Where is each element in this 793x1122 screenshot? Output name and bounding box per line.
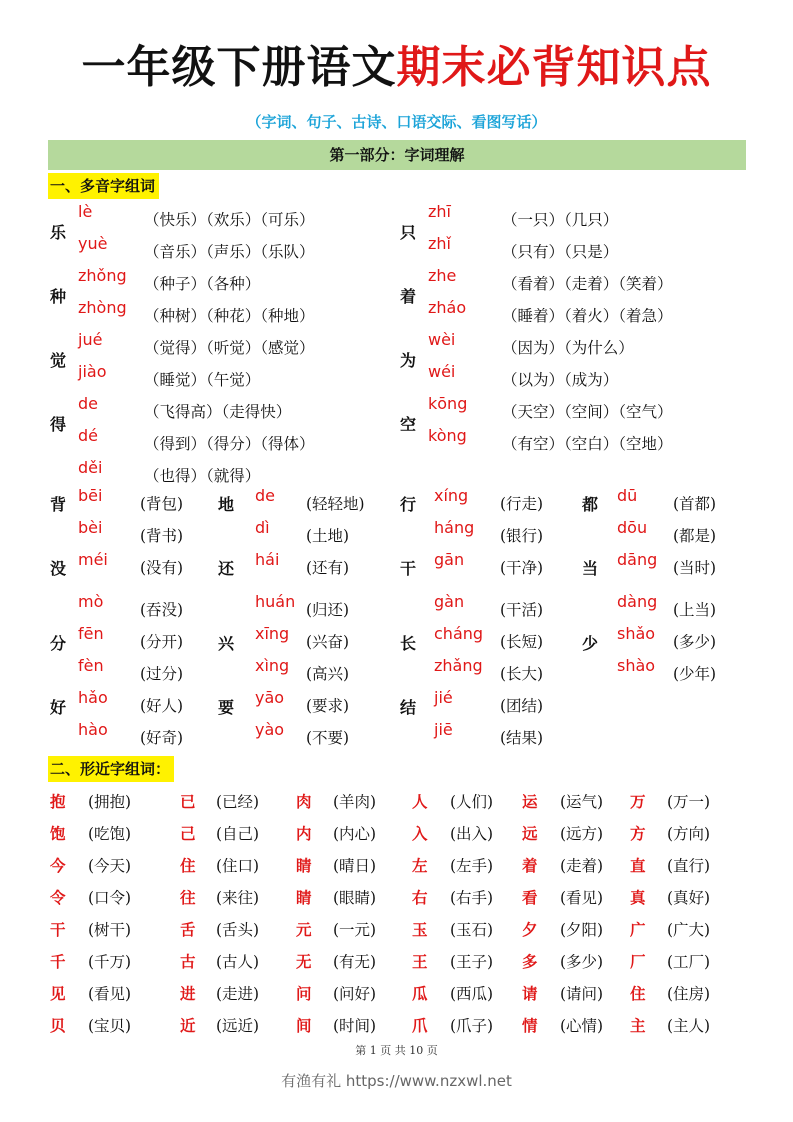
poly-words: (好人)	[140, 697, 184, 715]
poly-pinyin: shào	[617, 656, 656, 675]
poly-pinyin: hǎo	[78, 688, 108, 707]
similar-char: 看	[522, 888, 538, 907]
poly-pinyin: jiē	[434, 720, 453, 739]
poly-char: 都	[582, 495, 599, 514]
similar-char: 真	[630, 888, 646, 907]
poly-words: （一只）（几只）	[502, 211, 619, 229]
similar-char: 抱	[50, 792, 66, 811]
poly-pinyin: mò	[78, 592, 104, 611]
title-red: 期末必背知识点	[396, 42, 712, 93]
poly-words: （因为）（为什么）	[502, 339, 634, 357]
poly-pinyin: dū	[617, 486, 638, 505]
poly-pinyin: zhòng	[78, 298, 127, 317]
poly-pinyin: huán	[255, 592, 296, 611]
poly-words: （种子）（各种）	[144, 275, 261, 293]
title-black: 一年级下册语文	[81, 42, 397, 93]
similar-char: 己	[180, 824, 196, 843]
similar-char: 人	[412, 792, 428, 811]
similar-word: (今天)	[88, 857, 132, 875]
poly-char: 少	[582, 634, 599, 653]
poly-pinyin: děi	[78, 458, 103, 477]
poly-char: 结	[400, 698, 417, 717]
poly-pinyin: kōng	[428, 394, 468, 413]
similar-word: (宝贝)	[88, 1017, 132, 1035]
poly-pinyin: yāo	[255, 688, 285, 707]
similar-word: (万一)	[667, 793, 711, 811]
poly-pinyin: wéi	[428, 362, 456, 381]
similar-char: 令	[50, 888, 66, 907]
similar-word: (看见)	[88, 985, 132, 1003]
similar-char: 内	[296, 824, 312, 843]
similar-word: (住口)	[216, 857, 260, 875]
similar-word: (来往)	[216, 889, 260, 907]
poly-pinyin: zhī	[428, 202, 451, 221]
poly-words: （飞得高）（走得快）	[144, 403, 292, 421]
poly-char: 兴	[218, 634, 235, 653]
poly-char: 干	[400, 559, 417, 578]
page-subtitle: （字词、句子、古诗、口语交际、看图写话）	[246, 113, 547, 131]
poly-words: (银行)	[500, 527, 544, 545]
similar-word: (眼睛)	[333, 889, 377, 907]
poly-char: 要	[218, 698, 235, 717]
poly-pinyin: dōu	[617, 518, 648, 537]
similar-word: (夕阳)	[560, 921, 604, 939]
similar-word: (时间)	[333, 1017, 377, 1035]
poly-words: (首都)	[673, 495, 717, 513]
poly-char: 长	[400, 634, 417, 653]
poly-pinyin: dì	[255, 518, 270, 537]
similar-word: (内心)	[333, 825, 377, 843]
similar-char: 饱	[50, 824, 66, 843]
poly-words: （种树）（种花）（种地）	[144, 307, 315, 325]
similar-word: (请问)	[560, 985, 604, 1003]
poly-char: 分	[50, 634, 67, 653]
similar-word: (住房)	[667, 985, 711, 1003]
poly-words: (背包)	[140, 495, 184, 513]
poly-pinyin: gàn	[434, 592, 465, 611]
similar-word: (运气)	[560, 793, 604, 811]
poly-pinyin: fēn	[78, 624, 104, 643]
similar-char: 舌	[180, 920, 196, 939]
similar-word: (广大)	[667, 921, 711, 939]
similar-word: (远方)	[560, 825, 604, 843]
similar-word: (拥抱)	[88, 793, 132, 811]
similar-word: (方向)	[667, 825, 711, 843]
poly-words: （音乐）（声乐）（乐队）	[144, 243, 315, 261]
poly-pinyin: jué	[78, 330, 103, 349]
poly-char: 得	[50, 415, 67, 434]
poly-pinyin: dàng	[617, 592, 658, 611]
similar-char: 着	[522, 856, 538, 875]
poly-words: (团结)	[500, 697, 544, 715]
poly-words: （只有）（只是）	[502, 243, 619, 261]
similar-char: 运	[522, 792, 538, 811]
poly-pinyin: xīng	[255, 624, 290, 643]
similar-word: (王子)	[450, 953, 494, 971]
poly-pinyin: bēi	[78, 486, 103, 505]
poly-char: 觉	[50, 351, 67, 370]
similar-word: (自己)	[216, 825, 260, 843]
poly-words: (多少)	[673, 633, 717, 651]
similar-word: (右手)	[450, 889, 494, 907]
similar-char: 肉	[296, 792, 312, 811]
poly-words: (都是)	[673, 527, 717, 545]
similar-char: 干	[50, 920, 66, 939]
poly-words: (干净)	[500, 559, 544, 577]
similar-char: 广	[630, 920, 646, 939]
similar-word: (出入)	[450, 825, 494, 843]
poly-pinyin: hào	[78, 720, 108, 739]
poly-pinyin: fèn	[78, 656, 104, 675]
poly-words: (长短)	[500, 633, 544, 651]
similar-word: (树干)	[88, 921, 132, 939]
poly-pinyin: zháo	[428, 298, 467, 317]
similar-word: (舌头)	[216, 921, 260, 939]
poly-char: 空	[400, 415, 417, 434]
poly-words: （天空）（空间）（空气）	[502, 403, 673, 421]
page-number: 第 1 页 共 10 页	[355, 1044, 438, 1057]
similar-char: 万	[630, 792, 646, 811]
poly-words: (少年)	[673, 665, 717, 683]
similar-char: 今	[50, 856, 66, 875]
poly-pinyin: kòng	[428, 426, 467, 445]
poly-pinyin: zhǐ	[428, 234, 451, 253]
similar-word: (心情)	[560, 1017, 604, 1035]
poly-pinyin: zhe	[428, 266, 457, 285]
poly-words: (高兴)	[306, 665, 350, 683]
poly-words: （睡觉）（午觉）	[144, 371, 261, 389]
similar-word: (羊肉)	[333, 793, 377, 811]
poly-char: 行	[400, 495, 417, 514]
poly-char: 种	[50, 287, 67, 306]
similar-char: 爪	[412, 1016, 428, 1035]
similar-char: 见	[50, 984, 66, 1003]
poly-pinyin: yuè	[78, 234, 108, 253]
poly-words: (过分)	[140, 665, 184, 683]
similar-word: (直行)	[667, 857, 711, 875]
poly-char: 着	[400, 287, 417, 306]
similar-word: (人们)	[450, 793, 494, 811]
poly-words: (土地)	[306, 527, 350, 545]
poly-words: (轻轻地)	[306, 495, 365, 513]
section-title-polyphonic: 一、多音字组词	[48, 173, 159, 199]
poly-pinyin: de	[78, 394, 98, 413]
similar-char: 厂	[630, 952, 646, 971]
poly-pinyin: hái	[255, 550, 280, 569]
similar-char: 睛	[296, 856, 312, 875]
poly-char: 还	[218, 559, 235, 578]
poly-words: (背书)	[140, 527, 184, 545]
poly-pinyin: dāng	[617, 550, 658, 569]
similar-char: 元	[296, 920, 312, 939]
poly-words: (结果)	[500, 729, 544, 747]
similar-char: 请	[522, 984, 538, 1003]
poly-words: (行走)	[500, 495, 544, 513]
poly-words: (兴奋)	[306, 633, 350, 651]
poly-words: （睡着）（着火）（着急）	[502, 307, 673, 325]
similar-word: (晴日)	[333, 857, 377, 875]
poly-char: 没	[50, 559, 67, 578]
poly-words: (还有)	[306, 559, 350, 577]
similar-word: (口令)	[88, 889, 132, 907]
poly-pinyin: wèi	[428, 330, 456, 349]
poly-pinyin: méi	[78, 550, 108, 569]
poly-words: （得到）（得分）（得体）	[144, 435, 315, 453]
similar-word: (走着)	[560, 857, 604, 875]
similar-char: 住	[180, 856, 196, 875]
similar-char: 主	[630, 1016, 646, 1035]
similar-char: 已	[180, 792, 196, 811]
poly-pinyin: zhǒng	[78, 266, 127, 285]
poly-pinyin: xíng	[434, 486, 469, 505]
poly-words: （以为）（成为）	[502, 371, 619, 389]
poly-pinyin: shǎo	[617, 624, 656, 643]
poly-words: (好奇)	[140, 729, 184, 747]
similar-char: 间	[296, 1016, 312, 1035]
similar-char: 千	[50, 952, 66, 971]
poly-words: (上当)	[673, 601, 717, 619]
similar-word: (有无)	[333, 953, 377, 971]
poly-char: 背	[50, 495, 67, 514]
poly-words: (吞没)	[140, 601, 184, 619]
page-title	[0, 38, 793, 98]
poly-pinyin: jié	[434, 688, 453, 707]
poly-pinyin: dé	[78, 426, 98, 445]
poly-pinyin: zhǎng	[434, 656, 483, 675]
similar-word: (玉石)	[450, 921, 494, 939]
similar-word: (千万)	[88, 953, 132, 971]
poly-words: (长大)	[500, 665, 544, 683]
poly-words: (归还)	[306, 601, 350, 619]
poly-words: (没有)	[140, 559, 184, 577]
similar-word: (看见)	[560, 889, 604, 907]
poly-char: 乐	[50, 223, 67, 242]
poly-pinyin: xìng	[255, 656, 290, 675]
similar-char: 问	[296, 984, 312, 1003]
similar-char: 古	[180, 952, 196, 971]
footer-watermark: 有渔有礼 https://www.nzxwl.net	[281, 1072, 512, 1090]
poly-words: （也得）（就得）	[144, 467, 261, 485]
poly-pinyin: de	[255, 486, 275, 505]
poly-words: (干活)	[500, 601, 544, 619]
similar-char: 贝	[50, 1016, 66, 1035]
similar-word: (一元)	[333, 921, 377, 939]
similar-char: 进	[180, 984, 196, 1003]
poly-words: (分开)	[140, 633, 184, 651]
poly-words: （看着）（走着）（笑着）	[502, 275, 673, 293]
similar-char: 王	[412, 952, 428, 971]
similar-word: (工厂)	[667, 953, 711, 971]
similar-word: (左手)	[450, 857, 494, 875]
similar-word: (远近)	[216, 1017, 260, 1035]
poly-words: (不要)	[306, 729, 350, 747]
part-header: 第一部分：字词理解	[48, 140, 746, 170]
similar-char: 玉	[412, 920, 428, 939]
similar-word: (吃饱)	[88, 825, 132, 843]
similar-word: (真好)	[667, 889, 711, 907]
similar-char: 右	[412, 888, 428, 907]
similar-word: (多少)	[560, 953, 604, 971]
similar-word: (走进)	[216, 985, 260, 1003]
poly-pinyin: háng	[434, 518, 475, 537]
similar-char: 近	[180, 1016, 196, 1035]
poly-pinyin: gān	[434, 550, 465, 569]
poly-char: 为	[400, 351, 417, 370]
poly-char: 好	[50, 698, 67, 717]
similar-char: 夕	[522, 920, 538, 939]
similar-word: (问好)	[333, 985, 377, 1003]
poly-words: （觉得）（听觉）（感觉）	[144, 339, 315, 357]
similar-char: 直	[630, 856, 646, 875]
similar-word: (西瓜)	[450, 985, 494, 1003]
similar-char: 住	[630, 984, 646, 1003]
poly-char: 地	[218, 495, 235, 514]
similar-char: 睛	[296, 888, 312, 907]
similar-word: (主人)	[667, 1017, 711, 1035]
similar-char: 多	[522, 952, 538, 971]
similar-char: 方	[630, 824, 646, 843]
poly-pinyin: cháng	[434, 624, 484, 643]
poly-pinyin: yào	[255, 720, 285, 739]
poly-char: 只	[400, 223, 417, 242]
similar-char: 左	[412, 856, 428, 875]
poly-char: 当	[582, 559, 599, 578]
similar-char: 情	[522, 1016, 538, 1035]
poly-pinyin: jiào	[78, 362, 107, 381]
similar-char: 入	[412, 824, 428, 843]
similar-char: 瓜	[412, 984, 428, 1003]
section-title-similar: 二、形近字组词：	[48, 756, 174, 782]
poly-pinyin: lè	[78, 202, 93, 221]
poly-words: （有空）（空白）（空地）	[502, 435, 673, 453]
poly-words: (当时)	[673, 559, 717, 577]
similar-char: 远	[522, 824, 538, 843]
similar-word: (已经)	[216, 793, 260, 811]
similar-char: 往	[180, 888, 196, 907]
similar-char: 无	[296, 952, 312, 971]
poly-pinyin: bèi	[78, 518, 103, 537]
poly-words: （快乐）（欢乐）（可乐）	[144, 211, 315, 229]
similar-word: (爪子)	[450, 1017, 494, 1035]
poly-words: (要求)	[306, 697, 350, 715]
similar-word: (古人)	[216, 953, 260, 971]
